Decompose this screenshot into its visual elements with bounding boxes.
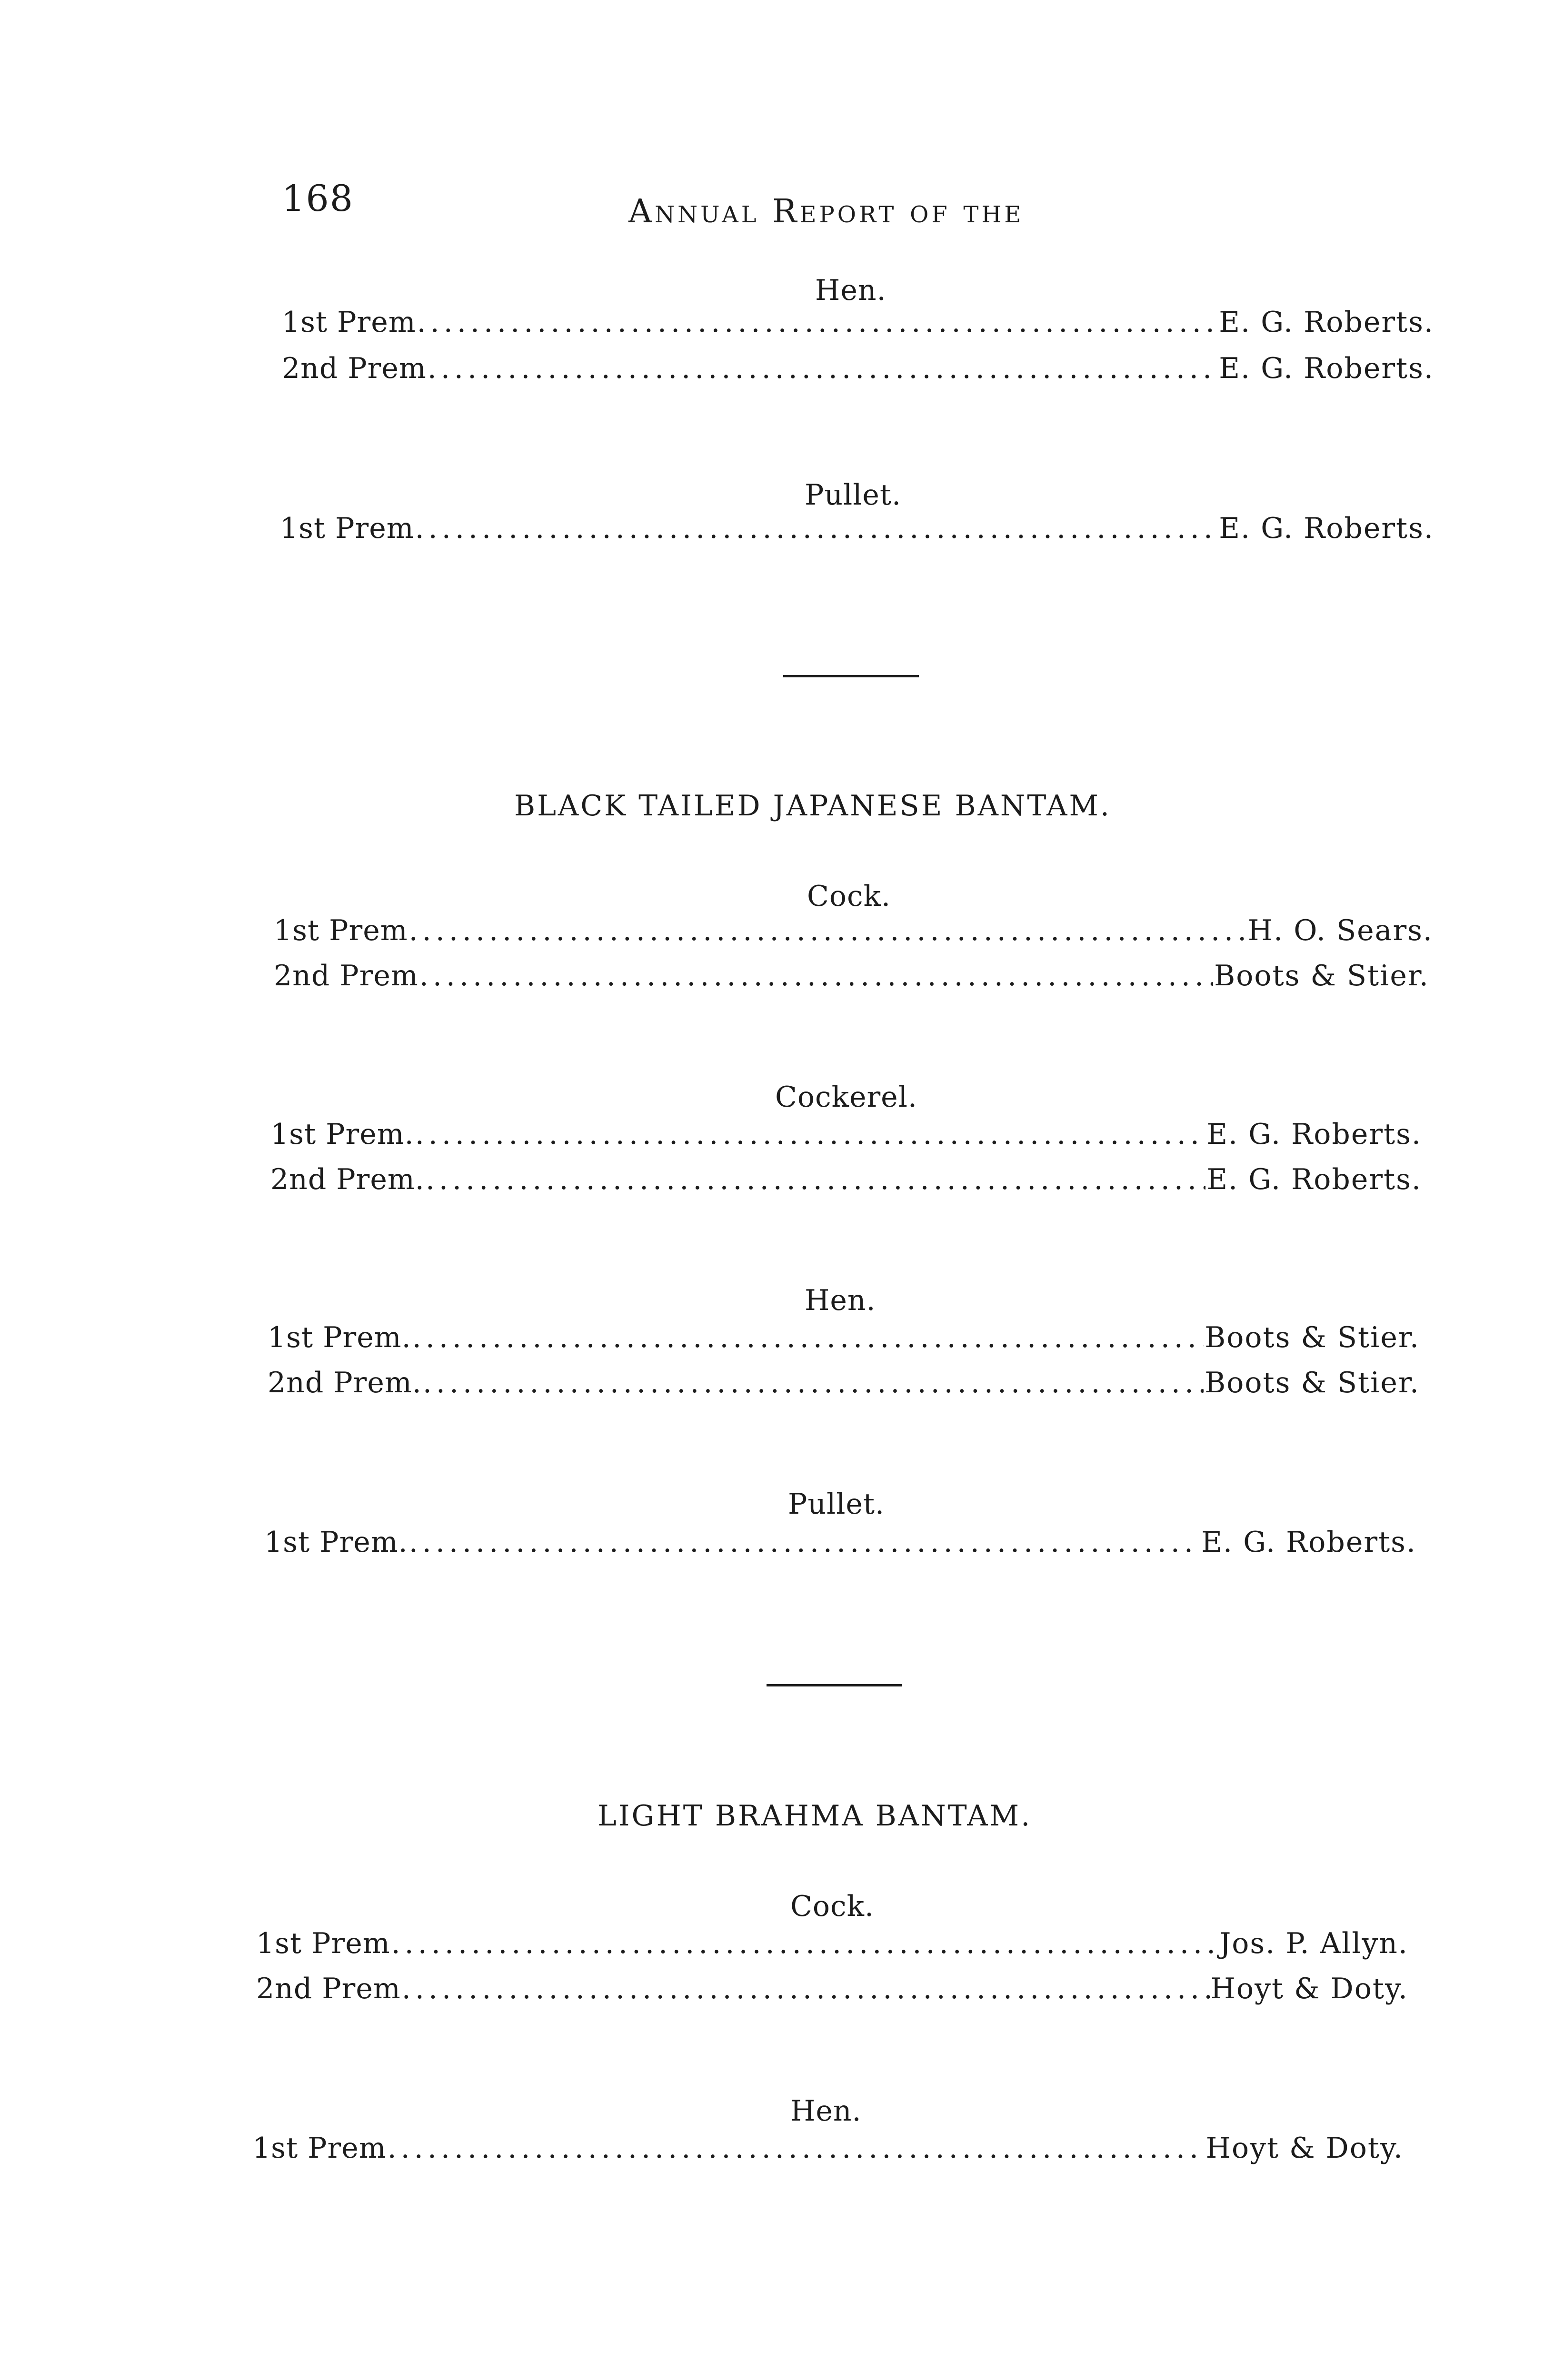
page-number: 168 (282, 177, 354, 219)
premium-entry (280, 512, 1434, 555)
dot-leader (428, 352, 1218, 385)
dot-leader (415, 1118, 1206, 1151)
section-heading: BLACK TAILED JAPANESE BANTAM. (514, 789, 1112, 823)
premium-label: 1st Prem. (270, 1118, 414, 1151)
premium-label: 2nd Prem. (268, 1366, 422, 1399)
premium-label: 2nd Prem (282, 352, 427, 385)
subheading-hen: Hen. (790, 2094, 862, 2128)
premium-entry (282, 306, 1434, 348)
premium-label: 2nd Prem. (270, 1163, 425, 1196)
premium-entry (274, 914, 1433, 957)
premium-label: 2nd Prem (256, 1972, 401, 2005)
subheading-hen: Hen. (805, 1284, 876, 1317)
winner-name: Boots & Stier. (1205, 1366, 1420, 1399)
premium-label: 1st Prem. (268, 1321, 411, 1354)
winner-name: E. G. Roberts. (1206, 1118, 1422, 1151)
winner-name: E. G. Roberts. (1206, 1163, 1422, 1196)
winner-name: Hoyt & Doty. (1205, 2132, 1404, 2165)
winner-name: Jos. P. Allyn. (1219, 1927, 1408, 1960)
dot-leader (391, 1927, 1219, 1960)
running-title: Annual Report of the (628, 193, 1024, 230)
premium-entry (252, 2132, 1404, 2174)
dot-leader (415, 512, 1218, 545)
section-divider (767, 1684, 902, 1686)
premium-label: 1st Prem. (264, 1526, 408, 1559)
dot-leader (426, 1163, 1205, 1196)
premium-entry (274, 959, 1429, 1002)
winner-name: Hoyt & Doty. (1210, 1972, 1408, 2005)
section-divider (783, 675, 919, 677)
premium-entry (256, 1972, 1408, 2015)
subheading-cock: Cock. (807, 880, 891, 913)
premium-entry (282, 352, 1434, 395)
dot-leader (409, 914, 1247, 947)
winner-name: Boots & Stier. (1214, 959, 1429, 992)
premium-entry (268, 1366, 1420, 1409)
premium-entry (270, 1163, 1422, 1206)
premium-label: 1st Prem (282, 306, 416, 339)
premium-entry (270, 1118, 1422, 1160)
premium-label: 1st Prem (256, 1927, 390, 1960)
premium-entry (268, 1321, 1420, 1364)
dot-leader (419, 959, 1213, 992)
premium-entry (264, 1526, 1416, 1568)
dot-leader (402, 1972, 1210, 2005)
section-heading: LIGHT BRAHMA BANTAM. (598, 1799, 1032, 1833)
subheading-cock: Cock. (790, 1890, 875, 1923)
subheading-cockerel: Cockerel. (775, 1081, 917, 1114)
subheading-pullet: Pullet. (788, 1488, 885, 1521)
premium-label: 1st Prem (274, 914, 408, 947)
winner-name: E. G. Roberts. (1219, 512, 1434, 545)
premium-label: 1st Prem (280, 512, 414, 545)
subheading-hen: Hen. (815, 274, 887, 307)
dot-leader (417, 306, 1218, 339)
dot-leader (423, 1366, 1204, 1399)
dot-leader (412, 1321, 1204, 1354)
winner-name: H. O. Sears. (1247, 914, 1433, 947)
winner-name: E. G. Roberts. (1219, 306, 1434, 339)
dot-leader (388, 2132, 1205, 2165)
winner-name: E. G. Roberts. (1219, 352, 1434, 385)
premium-entry (256, 1927, 1408, 1970)
subheading-pullet: Pullet. (805, 478, 902, 512)
premium-label: 1st Prem (252, 2132, 387, 2165)
winner-name: E. G. Roberts. (1201, 1526, 1416, 1559)
winner-name: Boots & Stier. (1205, 1321, 1420, 1354)
dot-leader (409, 1526, 1201, 1559)
premium-label: 2nd Prem (274, 959, 418, 992)
